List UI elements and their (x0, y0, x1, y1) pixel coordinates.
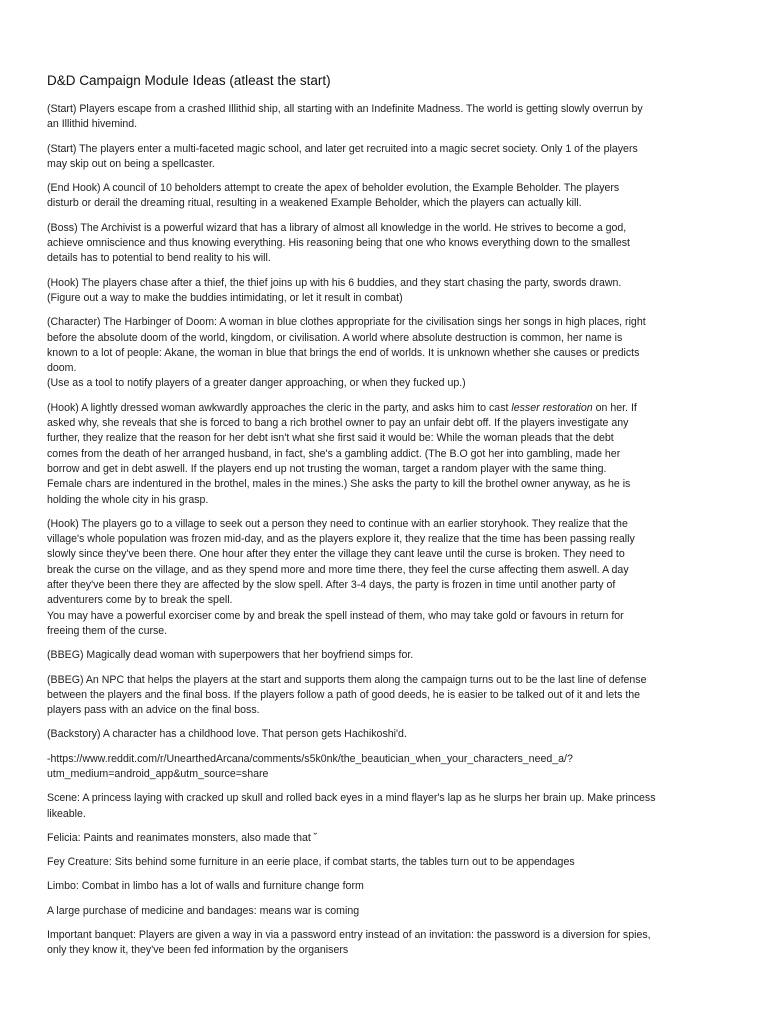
text-line: players pass with an advice on the final boss. (47, 704, 260, 717)
text-line: (Start) Players escape from a crashed Illithid ship, all starting with an Indefinite Madness. The world is getting slowly overrun by (47, 103, 643, 115)
text-line: freeing them of the curse. (47, 624, 168, 637)
text-line: after they've been there they are affected by the slow spell. After 3-4 days, the party is frozen in time until another party of (47, 579, 616, 592)
text-line: disturb or derail the dreaming ritual, resulting in a weakened Example Beholder, which the players can actually kill. (47, 197, 582, 210)
paragraph (47, 879, 722, 894)
text-line: likeable. (47, 807, 86, 820)
paragraph (47, 928, 722, 959)
text-line: (End Hook) A council of 10 beholders attempt to create the apex of beholder evolution, the Example Beholder. The players (47, 182, 620, 195)
text-line: adventurers come by to break the spell. (47, 594, 233, 607)
text-line: (Character) The Harbinger of Doom: A woman in blue clothes appropriate for the civilisation sings her songs in high places, right (47, 316, 646, 329)
paragraph (47, 517, 722, 639)
text-line: (Hook) The players chase after a thief, the thief joins up with his 6 buddies, and they start chasing the party, swords drawn. (47, 276, 622, 289)
text-line: Scene: A princess laying with cracked up skull and rolled back eyes in a mind flayer's lap as he slurps her brain up. Make princess (47, 792, 656, 805)
document-page (47, 72, 722, 968)
text-line: asked why, she reveals that she is forced to bang a rich brothel owner to pay an unfair debt off. If the players investigate any (47, 417, 629, 430)
text-line: village's whole population was frozen mid-day, and as the players explore it, they realize that the time has been passing really (47, 533, 635, 546)
text-segment: on her. If (592, 401, 637, 414)
text-segment: (Hook) A lightly dressed woman awkwardly approaches the cleric in the party, and asks him to cast (47, 401, 512, 414)
paragraph (47, 904, 722, 919)
paragraph (47, 673, 722, 719)
paragraph (47, 648, 722, 663)
text-line: (Hook) The players go to a village to seek out a person they need to continue with an earlier storyhook. They realize that the (47, 517, 628, 530)
paragraph (47, 831, 722, 846)
text-line: You may have a powerful exorciser come by and break the spell instead of them, who may take gold or favours in return for (47, 609, 624, 622)
paragraph (47, 181, 722, 212)
text-line: (Boss) The Archivist is a powerful wizard that has a library of almost all knowledge in the world. He strives to become a god, (47, 221, 627, 234)
text-line: comes from the death of her arranged husband, in fact, she's a gambling addict. (The B.O got her into gambling, made her (47, 447, 621, 460)
paragraph (47, 221, 722, 267)
text-line: borrow and get in debt aswell. If the players end up not trusting the woman, target a random player with the same thing. (47, 462, 607, 475)
text-line: Felicia: Paints and reanimates monsters, also made that ˘ (47, 831, 318, 844)
text-line: doom. (47, 362, 77, 375)
paragraph (47, 276, 722, 307)
text-line: details has to potential to bend reality to his will. (47, 252, 271, 265)
url-text-line: utm_medium=android_app&utm_source=share (47, 767, 269, 780)
text-line: (Figure out a way to make the buddies intimidating, or let it result in combat) (47, 291, 403, 304)
text-line: break the curse on the village, and as they spend more and more time there, they feel the curse affecting them aswell. A day (47, 563, 629, 576)
text-line: slowly since they've been there. One hour after they enter the village they cant leave until the curse is broken. They need to (47, 548, 625, 561)
paragraph (47, 791, 722, 822)
paragraph-link (47, 752, 722, 783)
text-line (47, 401, 722, 416)
text-line: (BBEG) Magically dead woman with superpowers that her boyfriend simps for. (47, 649, 414, 662)
text-line: (Use as a tool to notify players of a greater danger approaching, or when they fucked up.) (47, 377, 466, 390)
paragraph (47, 727, 722, 742)
text-line: between the players and the final boss. If the players follow a path of good deeds, he is easier to be talked out of it and lets the (47, 688, 641, 701)
paragraph (47, 142, 722, 173)
text-line: Important banquet: Players are given a way in via a password entry instead of an invitation: the password is a diversion for spies, (47, 929, 651, 942)
text-line: (BBEG) An NPC that helps the players at the start and supports them along the campaign turns out to be the last line of defense (47, 673, 647, 686)
text-line: may skip out on being a spellcaster. (47, 157, 215, 170)
document-title: D&D Campaign Module Ideas (atleast the start) (47, 73, 331, 88)
paragraph (47, 401, 722, 508)
paragraph (47, 102, 722, 133)
text-line: further, they realize that the reason for her debt isn't what she first said it would be: While the woman pleads that the debt (47, 432, 614, 445)
text-line: known to a lot of people: Akane, the woman in blue that brings the end of worlds. It is unknown whether she causes or predicts (47, 346, 640, 359)
text-line: A large purchase of medicine and bandages: means war is coming (47, 904, 360, 917)
text-line: (Start) The players enter a multi-faceted magic school, and later get recruited into a magic secret society. Only 1 of the players (47, 142, 638, 155)
text-line: before the absolute doom of the world, kingdom, or civilisation. A world where absolute destruction is common, her name is (47, 331, 623, 344)
text-line: an Illithid hivemind. (47, 118, 138, 131)
italic-spell-name: lesser restoration (511, 401, 593, 414)
text-line: only they know it, they've been fed information by the organisers (47, 944, 349, 957)
text-line: (Backstory) A character has a childhood love. That person gets Hachikoshi'd. (47, 728, 407, 741)
text-line: Female chars are indentured in the brothel, males in the mines.) She asks the party to kill the brothel owner anyway, as he is (47, 478, 631, 491)
text-line: Limbo: Combat in limbo has a lot of walls and furniture change form (47, 880, 364, 893)
paragraph (47, 315, 722, 391)
url-text-line: -https://www.reddit.com/r/UnearthedArcana/comments/s5k0nk/the_beautician_when_your_characters_need_a/? (47, 752, 573, 765)
paragraph (47, 855, 722, 870)
text-line: achieve omniscience and thus knowing everything. His reasoning being that one who knows everything down to the smallest (47, 237, 630, 250)
text-line: Fey Creature: Sits behind some furniture in an eerie place, if combat starts, the tables turn out to be appendages (47, 856, 575, 869)
text-line: holding the whole city in his grasp. (47, 493, 209, 506)
